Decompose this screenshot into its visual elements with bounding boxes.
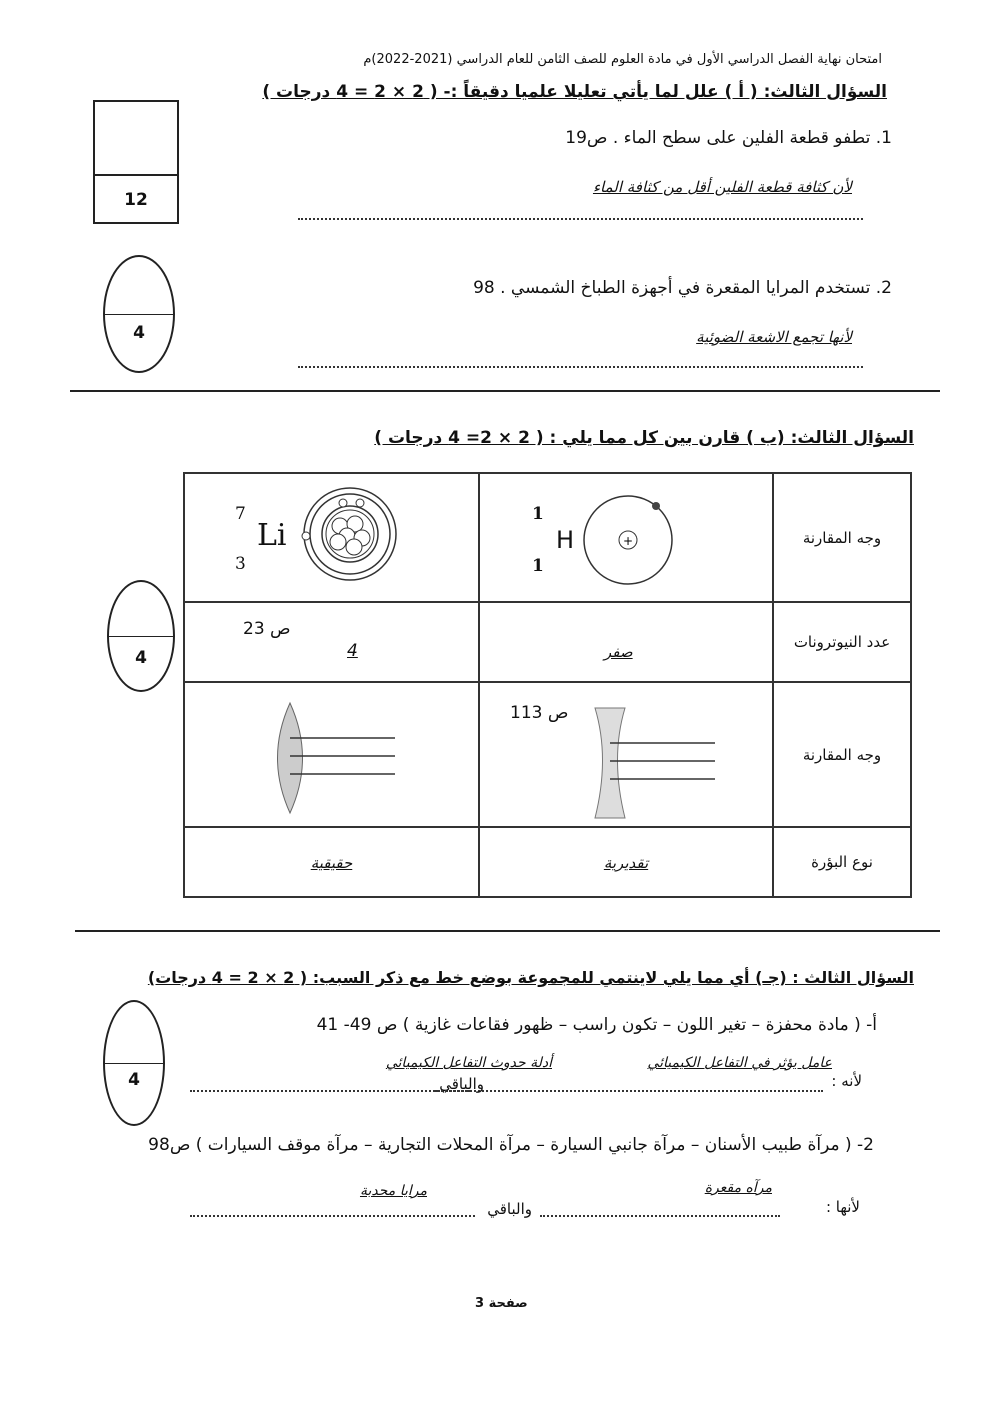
row-label: عدد النيوترونات xyxy=(773,602,911,682)
svg-text:+: + xyxy=(623,534,634,548)
h-focus-cell xyxy=(479,827,773,897)
h-symbol: H xyxy=(556,526,575,554)
convex-focus: حقيقية xyxy=(310,853,353,872)
section-a-title: السؤال الثالث: ( أ ) علل لما يأتي تعليلا علميا دقيقاً :- ( 2 × 2 = 4 درجات ) xyxy=(262,82,887,102)
section-c-title: السؤال الثالث : (جـ) أي مما يلي لاينتمي للمجموعة بوضع خط مع ذكر السبب: ( 2 × 2 = 4 درجات) xyxy=(147,968,914,987)
page-ref: ص 23 xyxy=(243,619,291,639)
total-score-box xyxy=(93,100,179,224)
h-mass: 1 xyxy=(532,504,544,524)
section-b-title: السؤال الثالث: (ب ) قارن بين كل مما يلي : ( 2 × 2= 4 درجات ) xyxy=(374,428,914,448)
table-row xyxy=(184,682,911,827)
concave-lens-cell xyxy=(479,682,773,827)
question-c2: 2- ( مرآة طبيب الأسنان – مرآة جانبي السيارة – مرآة المحلات التجارية – مرآة موقف السيارات ) ص98 xyxy=(148,1135,874,1155)
convex-lens-cell xyxy=(184,682,479,827)
page-ref: ص 113 xyxy=(510,703,569,723)
concave-focus: تقديرية xyxy=(603,853,649,872)
table-row xyxy=(184,473,911,602)
li-focus-cell xyxy=(184,827,479,897)
h-number: 1 xyxy=(532,556,544,576)
answer-c2-rest: مرايا محدبة xyxy=(359,1183,427,1199)
rest-label: والباقي xyxy=(439,1075,484,1093)
table-row xyxy=(184,827,911,897)
score-oval-b xyxy=(107,580,175,692)
li-symbol: Li xyxy=(257,518,287,553)
hydrogen-atom-diagram xyxy=(580,488,680,588)
answer-line xyxy=(435,1090,823,1092)
row-label: وجه المقارنة xyxy=(773,682,911,827)
answer-c1-odd: عامل يؤثر في التفاعل الكيميائي xyxy=(647,1055,832,1071)
question-c1: أ- ( مادة محفزة – تغير اللون – تكون راسب – ظهور فقاعات غازية ) ص 49- 41 xyxy=(316,1015,877,1035)
h-atom-cell xyxy=(479,473,773,602)
question-a1: 1. تطفو قطعة الفلين على سطح الماء . ص19 xyxy=(565,128,892,148)
score-oval-a xyxy=(103,255,175,373)
exam-header: امتحان نهاية الفصل الدراسي الأول في مادة العلوم للصف الثامن للعام الدراسي (2021-2022)م xyxy=(363,52,882,67)
row-label: نوع البؤرة xyxy=(773,827,911,897)
row-label: وجه المقارنة xyxy=(773,473,911,602)
convex-lens-diagram xyxy=(265,698,405,818)
answer-line xyxy=(190,1090,470,1092)
score-oval-c xyxy=(103,1000,165,1126)
divider xyxy=(70,390,940,392)
li-number: 3 xyxy=(235,554,246,574)
li-neutrons-cell xyxy=(184,602,479,682)
li-neutrons: 4 xyxy=(347,641,358,661)
answer-a2: لأنها تجمع الاشعة الضوئية xyxy=(696,328,852,346)
answer-line xyxy=(190,1215,475,1217)
li-mass: 7 xyxy=(235,504,246,524)
answer-line xyxy=(540,1215,780,1217)
total-score: 12 xyxy=(124,190,148,210)
h-neutrons: صفر xyxy=(604,643,633,661)
because-label: لأنه : xyxy=(831,1072,862,1090)
score-a: 4 xyxy=(133,323,145,343)
because-label: لأنها : xyxy=(825,1198,860,1216)
table-row xyxy=(184,602,911,682)
divider xyxy=(75,930,940,932)
page-number: صفحة 3 xyxy=(475,1296,528,1311)
li-atom-cell xyxy=(184,473,479,602)
h-neutrons-cell xyxy=(479,602,773,682)
answer-line xyxy=(298,218,863,220)
answer-a1: لأن كثافة قطعة الفلين أقل من كثافة الماء xyxy=(592,178,852,196)
concave-lens-diagram xyxy=(585,703,725,823)
answer-c2-odd: مرآه مقعرة xyxy=(704,1180,772,1196)
score-b: 4 xyxy=(135,648,147,668)
rest-label: والباقي xyxy=(487,1200,532,1218)
answer-line xyxy=(298,366,863,368)
lithium-atom-diagram xyxy=(300,484,400,584)
answer-c1-rest: أدلة حدوث التفاعل الكيميائي xyxy=(385,1055,552,1071)
comparison-table xyxy=(183,472,912,898)
score-c: 4 xyxy=(128,1070,140,1090)
question-a2: 2. تستخدم المرايا المقعرة في أجهزة الطباخ الشمسي . 98 xyxy=(473,278,892,298)
